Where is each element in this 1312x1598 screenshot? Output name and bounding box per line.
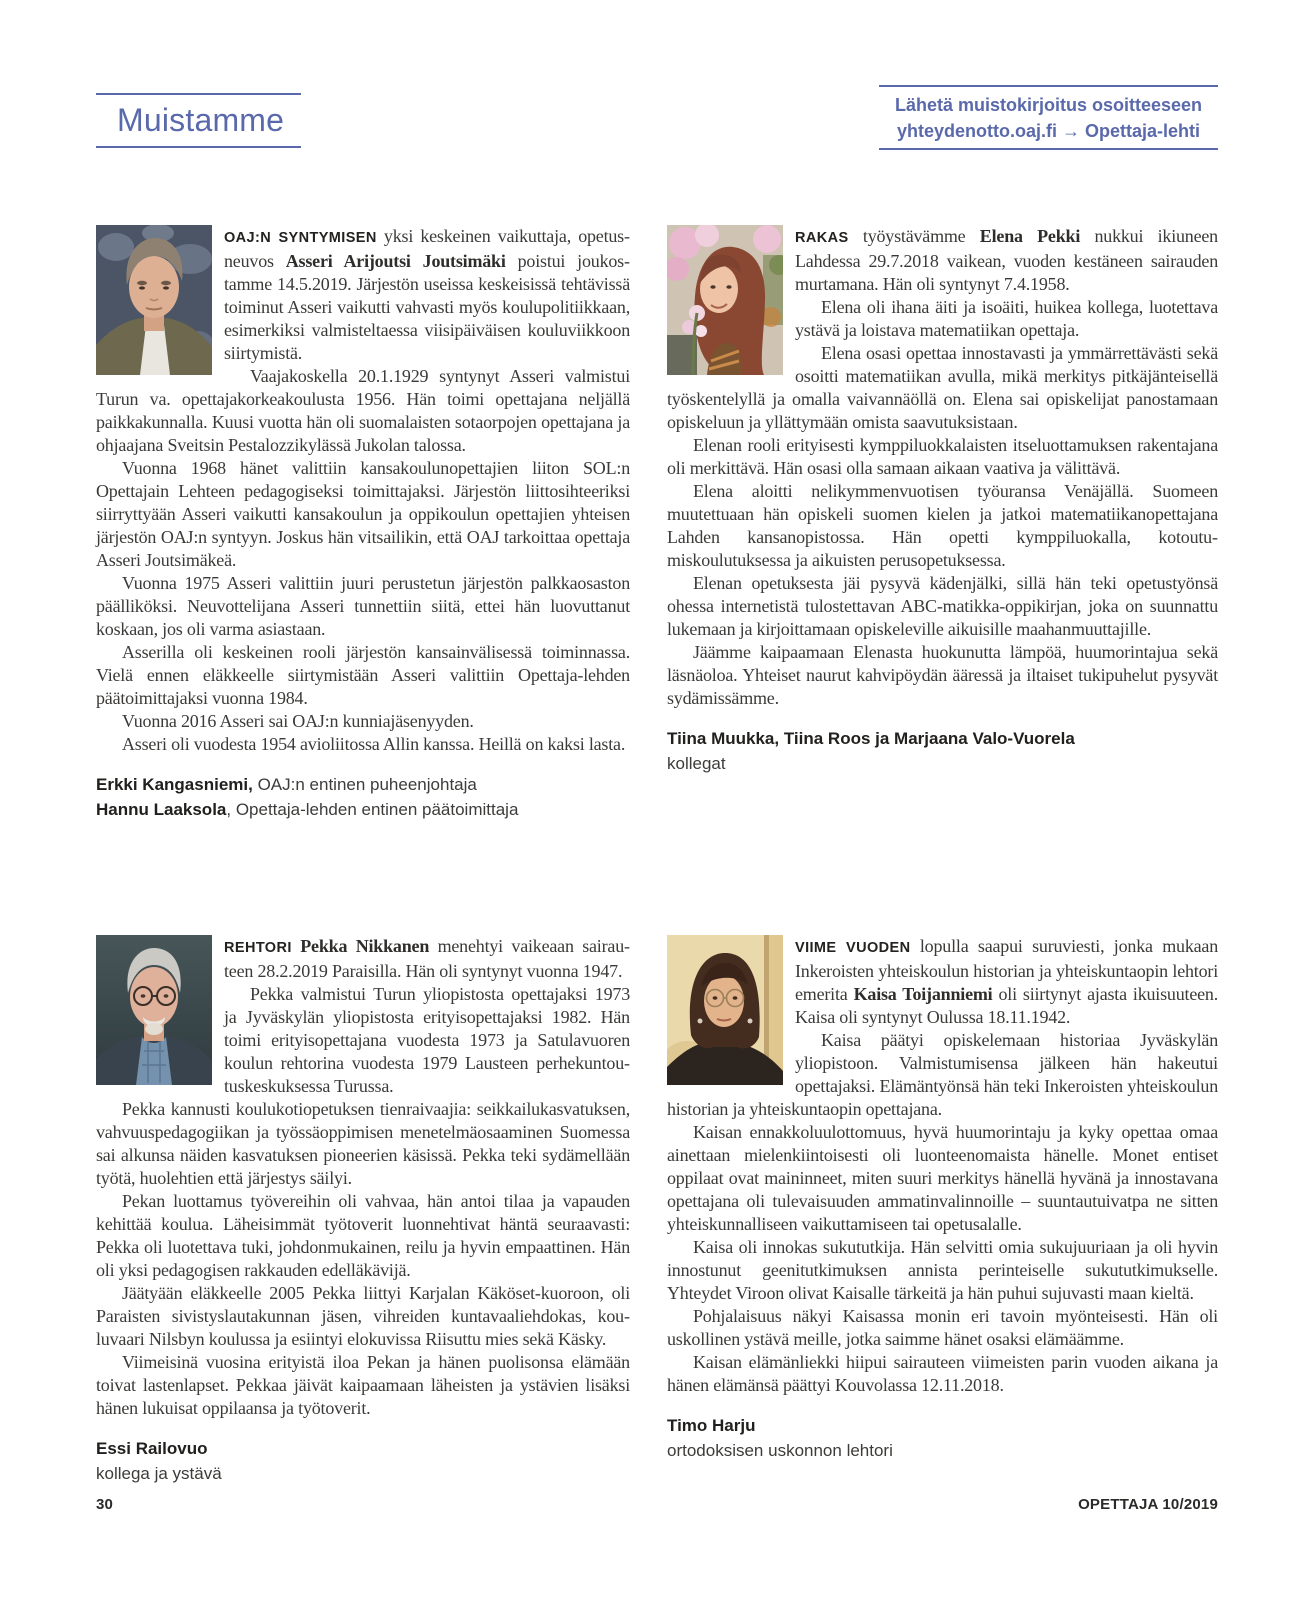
obituary-paragraph: Vuonna 1968 hänet valittiin kansakoulunopettajien liiton SOL:n Opettajain Lehteen pedagogiseksi toimittajaksi. Järjestön liittosihteeriksi siirryttyään Asseri vaikutti kansakoulun ja oppikoulun opettajien yhteisen järjestön OAJ:n syntyyn. Joskus hän vitsailikin, että OAJ tarkoittaa opettaja Asseri Joutsimäkeä. bbox=[96, 458, 630, 570]
obituary-paragraph: Vuonna 1975 Asseri valittiin juuri perustetun järjestön palkkaosaston päälliköksi. Neuvottelijana Asseri tunnettiin siitä, ettei hän luovuttanut koskaan, jos oli varma asiastaan. bbox=[96, 573, 630, 639]
signature-line bbox=[667, 726, 1218, 751]
obituary-paragraph: Asseri oli vuodesta 1954 avioliitossa Allin kanssa. Heillä on kaksi lasta. bbox=[122, 734, 626, 754]
lead-paragraph: OAJ:N SYNTYMISEN yksi keskeinen vaikuttaja, opetusneuvos Asseri Arijoutsi Joutsimäki poistui joukostamme 14.5.2019. Järjestön useissa keskeisissä tehtävissä toiminut Asseri vaikutti vahvasti myös koulupolitiikkaan, esimerkiksi valmisteltaessa viisipäiväisen kouluviikkoon siirtymistä. bbox=[224, 226, 630, 363]
lead-in-caps: VIIME VUODEN bbox=[795, 940, 911, 956]
signature-line bbox=[667, 1438, 1218, 1463]
lead-in-caps: OAJ:N SYNTYMISEN bbox=[224, 230, 377, 246]
portrait-photo-asseri bbox=[96, 225, 212, 375]
signature-role: kollegat bbox=[667, 754, 726, 773]
obituary-paragraph: Elenan opetuksesta jäi pysyvä kädenjälki, sillä hän teki opetustyönsä ohessa internetistä tulostettavan ABC-matikka-oppikirjan, joka on suunnattu lukemaan ja kirjoittamaan opiskeleville aikuisille maahanmuuttajille. bbox=[667, 573, 1218, 639]
obituary-paragraph: Elena oli ihana äiti ja isoäiti, huikea kollega, luotettava ystävä ja loistava matematiikan opettaja. bbox=[795, 297, 1218, 340]
signature-name: Timo Harju bbox=[667, 1416, 756, 1435]
obituary-elena-pekki bbox=[667, 225, 1218, 935]
lead-paragraph: RAKAS työystävämme Elena Pekki nukkui ikiuneen Lahdessa 29.7.2018 vaikean, vuoden kestäneen sairauden murtamana. Hän oli syntynyt 7.4.1958. bbox=[795, 226, 1218, 294]
signature-line bbox=[96, 797, 630, 822]
obituary-grid bbox=[96, 225, 1218, 1486]
signature-block bbox=[96, 1436, 630, 1486]
obituary-paragraph: Vaajakoskella 20.1.1929 syntynyt Asseri valmistui Turun va. opettajakorkeakoulusta 1956. Hän toimi opettajana neljällä paikkakunnalla. Kuusi vuotta hän oli suomalaisten sotaorpojen opettajana ja ohjaajana Sveitsin Pestalozzikylässä Jukolan talossa. bbox=[96, 366, 630, 455]
signature-line bbox=[667, 1413, 1218, 1438]
lead-in-caps: REHTORI bbox=[224, 940, 292, 956]
submit-note-line2: yhteydenotto.oaj.fi → Opettaja-lehti bbox=[896, 120, 1201, 141]
portrait-photo-kaisa bbox=[667, 935, 783, 1085]
section-masthead bbox=[96, 93, 301, 148]
obituary-kaisa-toijanniemi bbox=[667, 935, 1218, 1486]
page-number: 30 bbox=[96, 1496, 114, 1513]
obituary-paragraph: Pekan luottamus työvereihin oli vahvaa, hän antoi tilaa ja vapauden kehittää koulua. Läheisimmät työtoverit luonnehtivat häntä seuraavasti: Pekka oli luotettava tuki, johdonmukainen, reilu ja hyvin empaattinen. Hän oli yksi pedagogisen rakkauden edelläkävijä. bbox=[96, 1191, 630, 1280]
obituary-paragraph: Kaisa päätyi opiskelemaan historiaa Jyväskylän yliopistoon. Valmistumisensa jälkeen hän hakeutui opettajaksi. Elämäntyönsä hän teki Inkeroisten yhteiskoulun historian ja yhteiskuntaopin opettajana. bbox=[667, 1030, 1218, 1119]
signature-block bbox=[667, 726, 1218, 776]
deceased-name: Asseri Arijoutsi Joutsimäki bbox=[285, 251, 506, 271]
submit-note-line1: Lähetä muistokirjoitus osoitteeseen bbox=[894, 94, 1203, 115]
signature-name: Erkki Kangasniemi, bbox=[96, 775, 253, 794]
signature-line bbox=[96, 772, 630, 797]
signature-name: Tiina Muukka, Tiina Roos ja Marjaana Valo-Vuorela bbox=[667, 729, 1075, 748]
lead-paragraph: VIIME VUODEN lopulla saapui suruviesti, jonka mukaan Inkeroisten yhteiskoulun historian ja yhteiskuntaopin lehtori emerita Kaisa Toijanniemi oli siirtynyt ajasta ikuisuuteen. Kaisa oli syntynyt Oulussa 18.11.1942. bbox=[795, 936, 1218, 1027]
obituary-paragraph: Elenan rooli erityisesti kymppiluokkalaisten itseluottamuksen rakentajana oli merkittävä. Hän osasi olla samaan aikaan vaativa ja välittävä. bbox=[667, 435, 1218, 478]
signature-block bbox=[96, 772, 630, 822]
signature-line bbox=[667, 751, 1218, 776]
deceased-name: Pekka Nikkanen bbox=[300, 936, 430, 956]
obituary-paragraph: Viimeisinä vuosina erityistä iloa Pekan ja hänen puolisonsa elämään toivat lastenlapset. Pekkaa jäivät kaipaamaan läheisten ja ystävien lisäksi hänen lukuisat oppilaansa ja työtoverit. bbox=[96, 1352, 630, 1418]
signature-role: OAJ:n entinen puheenjohtaja bbox=[252, 775, 477, 794]
portrait-photo-elena bbox=[667, 225, 783, 375]
signature-block bbox=[667, 1413, 1218, 1463]
lead-in-caps: RAKAS bbox=[795, 230, 849, 246]
page-footer bbox=[96, 1496, 1218, 1513]
signature-name: Essi Railovuo bbox=[96, 1439, 208, 1458]
submit-note bbox=[879, 85, 1218, 150]
deceased-name: Elena Pekki bbox=[979, 226, 1081, 246]
obituary-paragraph: Vuonna 2016 Asseri sai OAJ:n kunniajäsenyyden. bbox=[122, 711, 474, 731]
signature-line bbox=[96, 1461, 630, 1486]
signature-line bbox=[96, 1436, 630, 1461]
signature-name: Hannu Laaksola bbox=[96, 800, 227, 819]
obituary-pekka-nikkanen bbox=[96, 935, 630, 1486]
page-title: Muistamme bbox=[117, 102, 285, 138]
signature-role: kollega ja ystävä bbox=[96, 1464, 222, 1483]
obituary-paragraph: Pekka kannusti koulukotiopetuksen tienraivaajia: seikkailukasvatuksen, vahvuuspedagogiikan ja työssäoppimisen menetelmäosaaminen Suomessa sai alkunsa näiden kasvatuksen pioneerien käsissä. Pekka teki sydämellään työtä, huolehtien että järjestys säilyi. bbox=[96, 1099, 630, 1188]
deceased-name: Kaisa Toijanniemi bbox=[853, 984, 993, 1004]
portrait-photo-pekka bbox=[96, 935, 212, 1085]
obituary-paragraph: Kaisan elämänliekki hiipui sairauteen viimeisten parin vuoden aikana ja hänen elämänsä päättyi Kouvolassa 12.11.2018. bbox=[667, 1352, 1218, 1395]
issue-label: OPETTAJA 10/2019 bbox=[1078, 1496, 1218, 1513]
obituary-paragraph: Kaisa oli innokas sukututkija. Hän selvitti omia sukujuuriaan ja oli hyvin innostunut geenitutkimuksen annista perinteiselle sukututkimukselle. Yhteydet Viroon olivat Kaisalle tärkeitä ja hän puhui sujuvasti maan kieltä. bbox=[667, 1237, 1218, 1303]
obituary-paragraph: Jäämme kaipaamaan Elenasta huokunutta lämpöä, huumorintajua sekä läsnäoloa. Yhteiset naurut kahvipöydän ääressä ja iltaiset tukipuhelut pysyvät sydämissämme. bbox=[667, 642, 1218, 708]
obituary-paragraph: Pekka valmistui Turun yliopistosta opettajaksi 1973 ja Jyväskylän yliopistosta erityisopettajaksi 1982. Hän toimi erityisopettajana vuodesta 1973 ja Satulavuoren koulun rehtorina vuodesta 1979 Lausteen perhekuntoutuskeskuksessa Turussa. bbox=[224, 984, 630, 1096]
obituary-paragraph: Jäätyään eläkkeelle 2005 Pekka liittyi Karjalan Käköset-kuoroon, oli Paraisten sivistyslautakunnan jäsen, vihreiden kuntavaaliehdokas, kouluvaari Nilsbyn koulussa ja esiintyi elokuvissa Riisuttu mies sekä Käsky. bbox=[96, 1283, 630, 1349]
obituary-asseri-joutsimaki bbox=[96, 225, 630, 935]
signature-role: , Opettaja-lehden entinen päätoimittaja bbox=[226, 800, 519, 819]
obituary-paragraph: Elena osasi opettaa innostavasti ja ymmärrettävästi sekä osoitti matematiikan avulla, mikä merkitys pitkäjänteisellä työskentelyllä ja omalla vaivannäöllä on. Elena sai opiskelijat panostamaan opiskeluun ja yllättymään omista saavutuksistaan. bbox=[667, 343, 1218, 432]
obituary-paragraph: Asserilla oli keskeinen rooli järjestön kansainvälisessä toiminnassa. Vielä ennen eläkkeelle siirtymistään Asseri valittiin Opettaja-lehden päätoimittajaksi vuonna 1984. bbox=[96, 642, 630, 708]
obituary-paragraph: Pohjalaisuus näkyi Kaisassa monin eri tavoin myönteisesti. Hän oli uskollinen ystävä meille, jotka saimme hänet osaksi elämäämme. bbox=[667, 1306, 1218, 1349]
signature-role: ortodoksisen uskonnon lehtori bbox=[667, 1441, 893, 1460]
lead-paragraph: REHTORI Pekka Nikkanen menehtyi vaikeaan sairauteen 28.2.2019 Paraisilla. Hän oli syntynyt vuonna 1947. bbox=[224, 936, 630, 981]
obituary-paragraph: Elena aloitti nelikymmenvuotisen työuransa Venäjällä. Suomeen muutettuaan hän opiskeli suomen kielen ja jatkoi matematiikanopettajana Lahden kansanopistossa. Hän opetti kymppiluokalla, kotoutumiskoulutuksessa ja aikuisten perusopetuksessa. bbox=[667, 481, 1218, 570]
obituary-paragraph: Kaisan ennakkoluulottomuus, hyvä huumorintaju ja kyky opettaa omaa ainettaan mielenkiintoisesti oli luonteenomaista hänelle. Monet entiset oppilaat ovat maininneet, miten suuri merkitys hänellä hyvänä ja innostavana opettajana oli tulevaisuuden ammatinvalinnoille – suuntautuivatpa ne sitten yhteiskunnalliseen vaikuttamiseen tai opetusalalle. bbox=[667, 1122, 1218, 1234]
